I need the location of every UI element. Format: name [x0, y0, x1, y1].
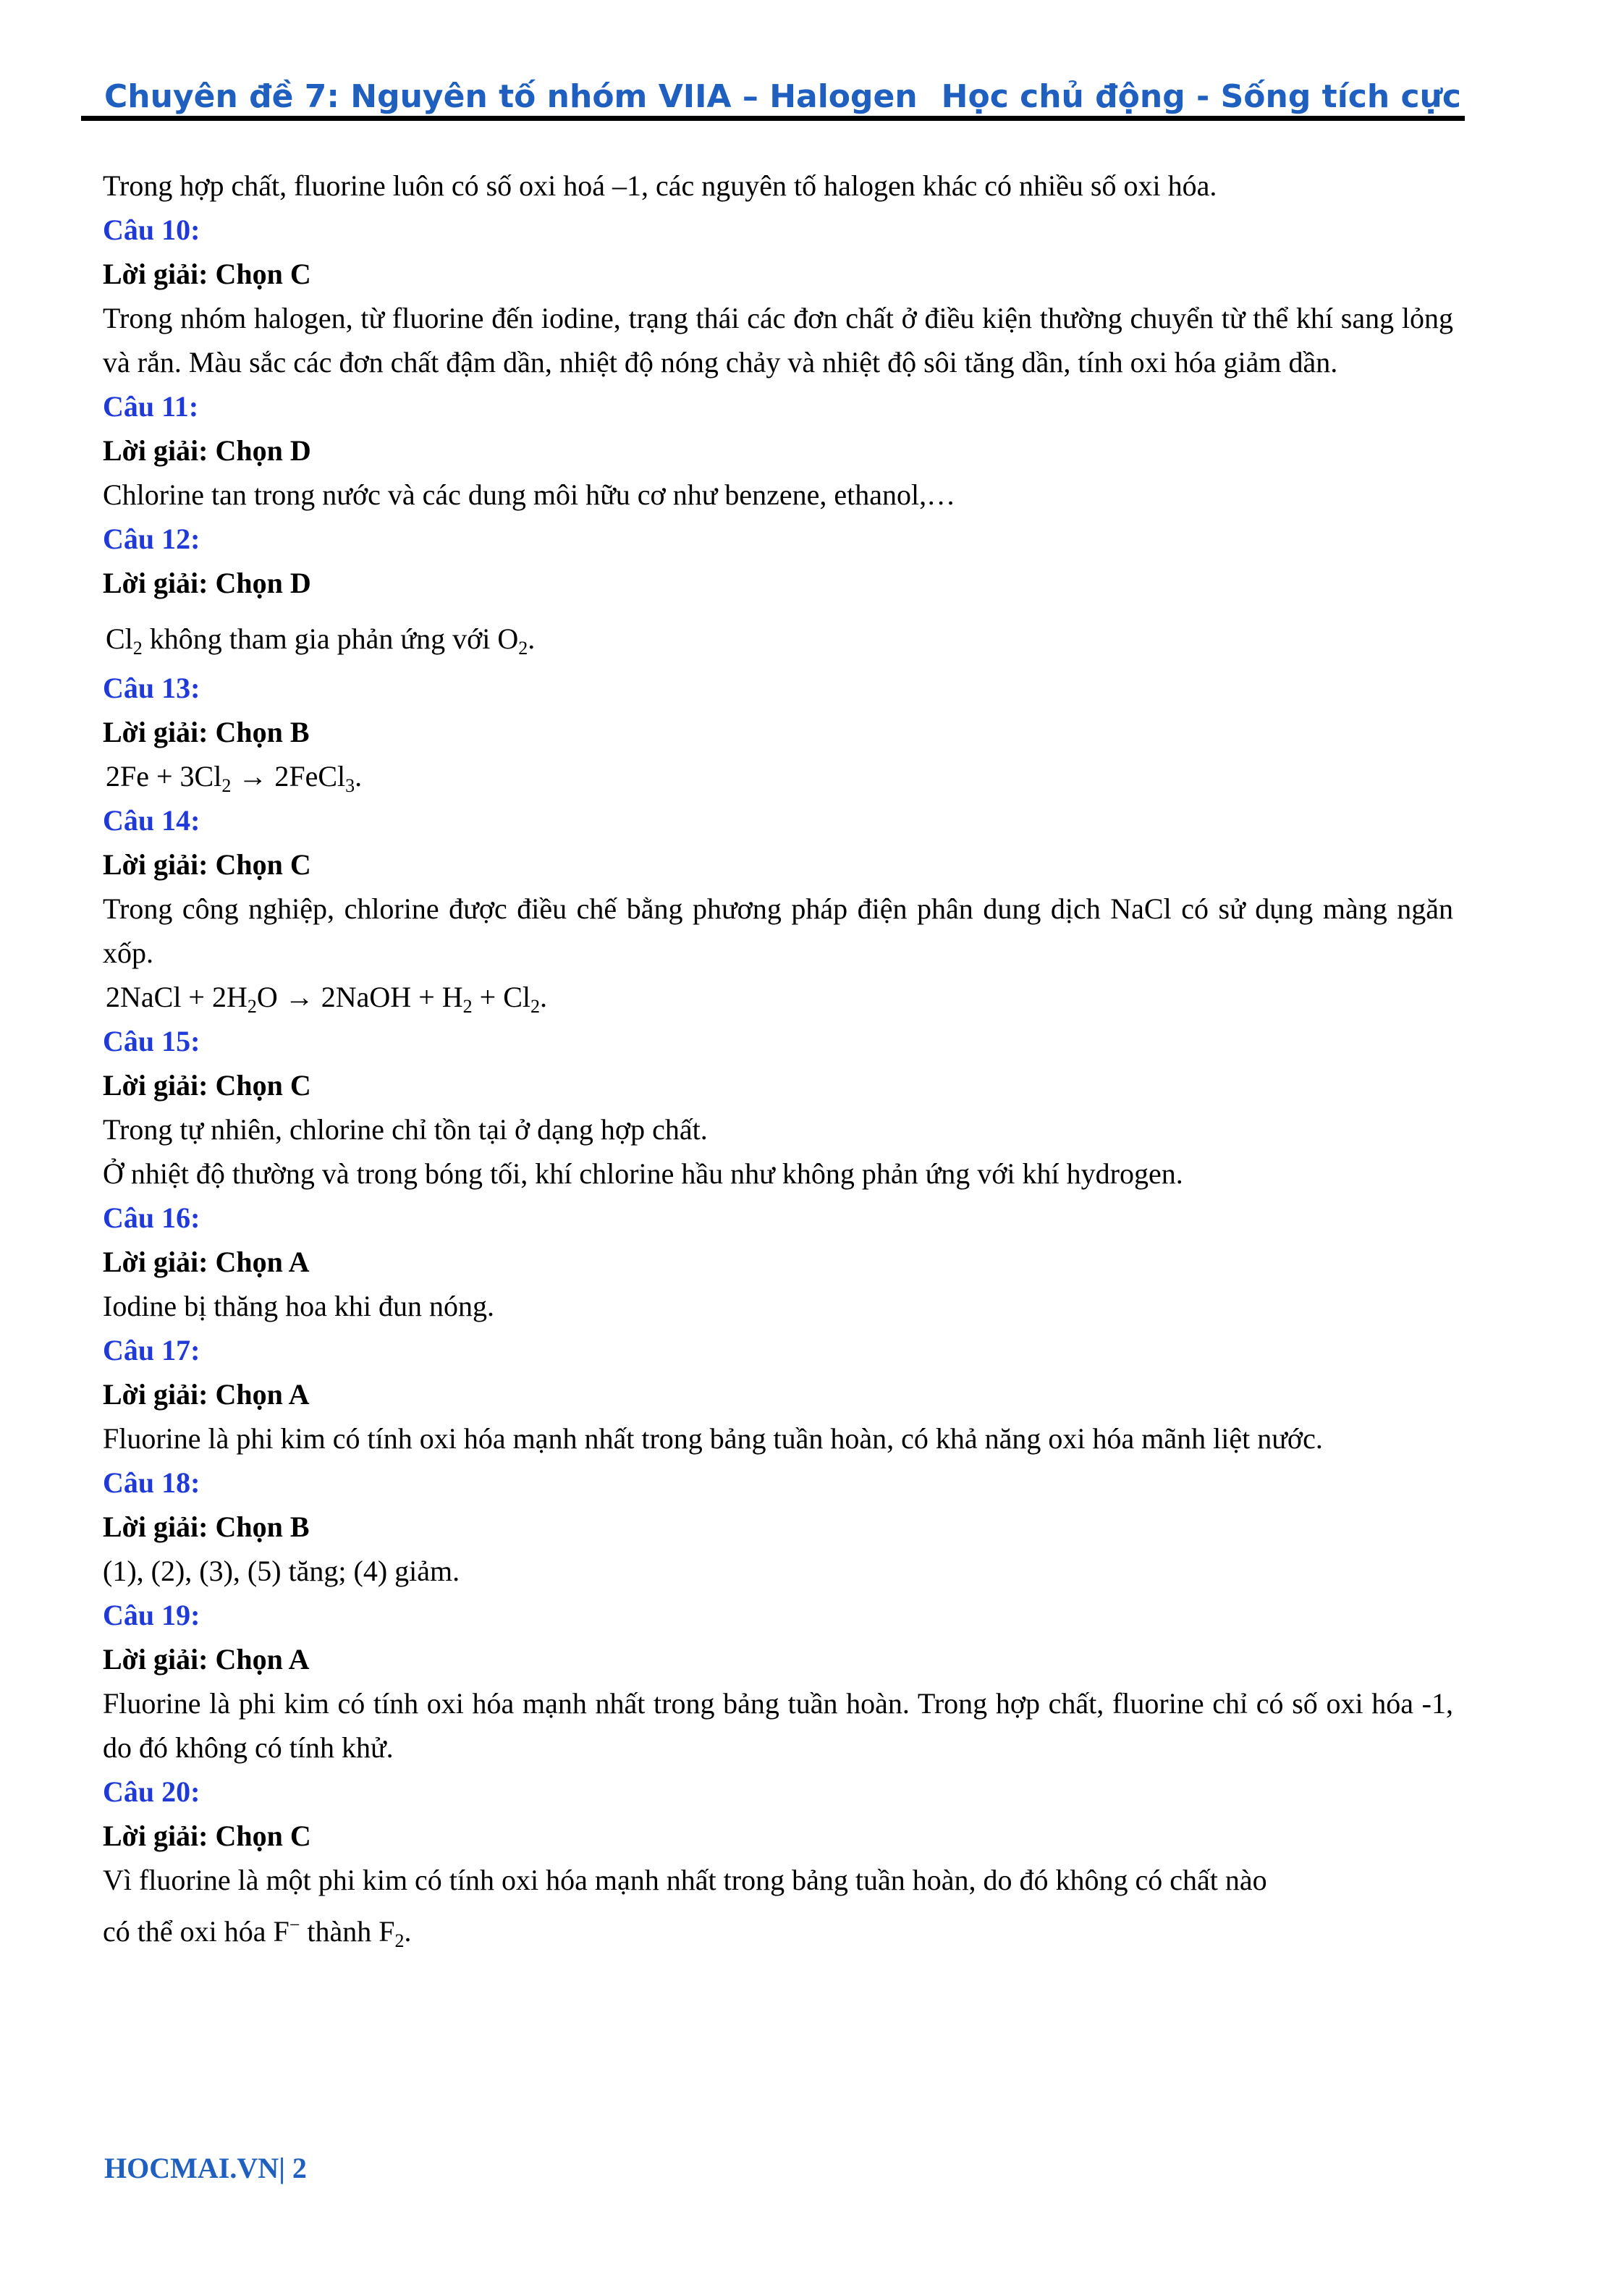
question-14-title: Câu 14: [103, 804, 200, 837]
question-15-line-2: Ở nhiệt độ thường và trong bóng tối, khí chlorine hầu như không phản ứng với khí hydrogen. [103, 1157, 1183, 1190]
question-14-answer: Lời giải: Chọn C [103, 848, 311, 881]
question-13-title: Câu 13: [103, 672, 200, 704]
intro-text: Trong hợp chất, fluorine luôn có số oxi hoá –1, các nguyên tố halogen khác có nhiều số oxi hóa. [103, 169, 1217, 202]
question-17-explanation: Fluorine là phi kim có tính oxi hóa mạnh nhất trong bảng tuần hoàn, có khả năng oxi hóa mãnh liệt nước. [103, 1422, 1323, 1455]
question-14-explanation: Trong công nghiệp, chlorine được điều chế bằng phương pháp điện phân dung dịch NaCl có sử dụng màng ngăn xốp. [103, 892, 1453, 969]
question-18-title: Câu 18: [103, 1466, 200, 1499]
question-15-title: Câu 15: [103, 1025, 200, 1057]
question-10-title: Câu 10: [103, 214, 200, 246]
question-17-answer: Lời giải: Chọn A [103, 1378, 310, 1411]
question-11-title: Câu 11: [103, 390, 199, 423]
chlorine-formula: $Cl_2$ [106, 622, 143, 659]
fluorine-formula: $F_2$ [378, 1915, 405, 1951]
question-20-line-2: có thể oxi hóa F− thành $F_2$. [103, 1914, 412, 1951]
header-divider [81, 116, 1465, 121]
solutions-content [103, 164, 1453, 1961]
question-16-explanation: Iodine bị thăng hoa khi đun nóng. [103, 1290, 495, 1322]
chapter-title: Chuyên đề 7: Nguyên tố nhóm VIIA – Halogen [104, 78, 918, 115]
question-13-equation: $2Fe + 3Cl_2$ → 2FeCl$_3$. [106, 760, 363, 796]
question-18-explanation: (1), (2), (3), (5) tăng; (4) giảm. [103, 1555, 460, 1587]
slogan: Học chủ động - Sống tích cực [941, 78, 1461, 115]
reaction-arrow: → [277, 981, 321, 1013]
question-20-answer: Lời giải: Chọn C [103, 1820, 311, 1852]
question-12-answer: Lời giải: Chọn D [103, 567, 311, 599]
question-10-answer: Lời giải: Chọn C [103, 258, 311, 290]
question-20-line-1: Vì fluorine là một phi kim có tính oxi hóa mạnh nhất trong bảng tuần hoàn, do đó không có chất nào [103, 1864, 1267, 1896]
question-15-answer: Lời giải: Chọn C [103, 1069, 311, 1102]
question-16-answer: Lời giải: Chọn A [103, 1246, 310, 1278]
question-18-answer: Lời giải: Chọn B [103, 1510, 310, 1543]
question-12-explanation: $Cl_2$ không tham gia phản ứng với $O_2$. [106, 622, 536, 659]
question-13-answer: Lời giải: Chọn B [103, 716, 310, 748]
question-15-line-1: Trong tự nhiên, chlorine chỉ tồn tại ở dạng hợp chất. [103, 1113, 708, 1146]
question-10-explanation: Trong nhóm halogen, từ fluorine đến iodine, trạng thái các đơn chất ở điều kiện thường chuyển từ thể khí sang lỏng và rắn. Màu sắc các đơn chất đậm dần, nhiệt độ nóng chảy và nhiệt độ sôi tăng dần, tính oxi hóa giảm dần. [103, 302, 1453, 379]
fluoride-ion-formula: F− [273, 1914, 300, 1948]
question-14-equation: 2NaCl + $2H_2O$ → 2NaOH + $H_2 + Cl_2$. [106, 981, 547, 1017]
question-20-title: Câu 20: [103, 1775, 200, 1808]
oxygen-formula: $O_2$ [497, 622, 528, 659]
question-11-explanation: Chlorine tan trong nước và các dung môi hữu cơ như benzene, ethanol,… [103, 478, 956, 511]
question-17-title: Câu 17: [103, 1334, 200, 1366]
question-19-answer: Lời giải: Chọn A [103, 1643, 310, 1676]
question-19-explanation: Fluorine là phi kim có tính oxi hóa mạnh nhất trong bảng tuần hoàn. Trong hợp chất, fluorine chỉ có số oxi hóa -1, do đó không có tính khử. [103, 1687, 1453, 1764]
question-12-title: Câu 12: [103, 523, 200, 555]
question-19-title: Câu 19: [103, 1599, 200, 1631]
reaction-arrow: → [231, 760, 275, 793]
question-11-answer: Lời giải: Chọn D [103, 434, 311, 467]
question-16-title: Câu 16: [103, 1201, 200, 1234]
page-footer: HOCMAI.VN| 2 [104, 2152, 307, 2184]
